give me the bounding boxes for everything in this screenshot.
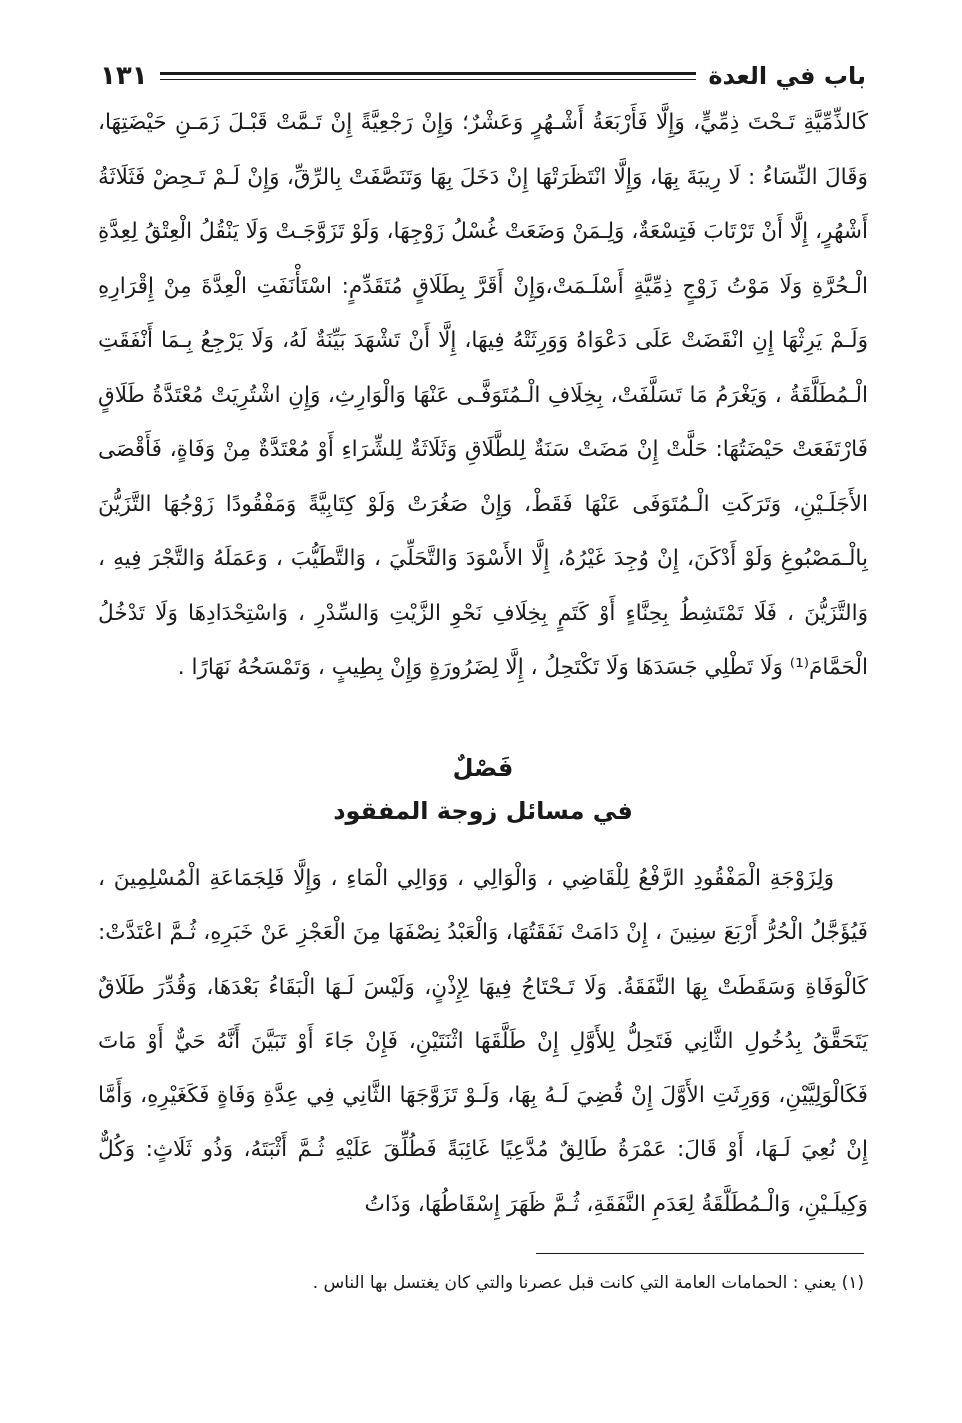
footnote: (١) يعني : الحمامات العامة التي كانت قبل عصرنا والتي كان يغتسل بها الناس . [312,1273,864,1293]
page-number: ١٣١ [100,61,148,91]
footnote-rule [536,1253,864,1254]
running-header [100,56,866,96]
body-paragraph: وَلِزَوْجَةِ الْمَفْقُودِ الرَّفْعُ لِلْقَاضِي ، وَالْوَالِي ، وَوَالِي الْمَاءِ ، وَإِلَّا فَلِجَمَاعَةِ الْمُسْلِمِينَ ، فَيُؤَجَّلُ الْحُرُّ أَرْبَعَ سِنِينَ ، إِنْ دَامَتْ نَفَقَتُهَا، وَالْعَبْدُ نِصْفَهَا مِنَ الْعَجْزِ عَنْ خَبَرِهِ، ثُـمَّ اعْتَدَّتْ: كَالْوَفَاةِ وَسَقَطَتْ بِهَا النَّفَقَةُ. وَلَا تَـحْتَاجُ فِيهَا لِإِذْنٍ، وَلَيْسَ لَـهَا الْبَقَاءُ بَعْدَهَا، وَقُدِّرَ طَلَاقٌ يَتَحَقَّقُ بِدُخُولِ الثَّانِي فَتَحِلُّ لِلأَوَّلِ إِنْ طَلَّقَهَا اثْنَتَيْنِ، فَإِنْ جَاءَ أَوْ تَبَيَّنَ أَنَّهُ حَيٌّ أَوْ مَاتَ فَكَالْوَلِيَّيْنِ، وَوَرِثَتِ الأَوَّلَ إِنْ قُضِيَ لَـهُ بِهَا، وَلَـوْ تَزَوَّجَهَا الثَّانِي فِي عِدَّةِ وَفَاةٍ فَكَغَيْرِهِ، وَأَمَّا إِنْ نُعِيَ لَـهَا، أَوْ قَالَ: عَمْرَةُ طَالِقٌ مُدَّعِيًا غَائِبَةً فَطُلِّقَ عَلَيْهِ ثُـمَّ أَثْبَتَهُ، وَذُو ثَلَاثٍ: وَكُلٌّ وَكِيلَـيْنِ، وَالْـمُطَلَّقَةُ لِعَدَمِ النَّفَقَةِ، ثُـمَّ ظَهَرَ إِسْقَاطُهَا، وَذَاتُ [98,866,868,1217]
section-subheading: في مسائل زوجة المفقود [333,797,633,825]
section-heading: فَصْلٌ [452,754,514,782]
header-rule [160,72,697,80]
chapter-title: باب في العدة [708,62,866,90]
body-paragraph: كَالذِّمِّيَّةِ تَـحْتَ ذِمِّيٍّ، وَإِلَّا فَأَرْبَعَةُ أَشْـهُرٍ وَعَشْرٌ؛ وَإِنْ رَجْعِيَّةً إِنْ تَـمَّتْ قَبْـلَ زَمَـنِ حَيْضَتِهَا، وَقَالَ النِّسَاءُ : لَا رِيبَةَ بِهَا، وَإِلَّا انْتَظَرَتْهَا إِنْ دَخَلَ بِهَا وَتَنَصَّفَتْ بِالرِّقِّ، وَإِنْ لَـمْ تَـحِضْ فَثَلَاثَةُ أَشْهُرٍ، إِلَّا أَنْ تَرْتَابَ فَتِسْعَةٌ، وَلِـمَنْ وَضَعَتْ غُسْلُ زَوْجِهَا، وَلَوْ تَزَوَّجَـتْ وَلَا يَنْقُلُ الْعِتْقُ لِعِدَّةِ الْـحُرَّةِ وَلَا مَوْتُ زَوْجٍ ذِمِّيَّةٍ أَسْلَـمَتْ،وَإِنْ أَقَرَّ بِطَلَاقٍ مُتَقَدِّمٍ: اسْتَأْنَفَتِ الْعِدَّةَ مِنْ إِقْرَارِهِ وَلَـمْ يَرِثْهَا إِنِ انْقَضَتْ عَلَى دَعْوَاهُ وَوَرِثَتْهُ فِيهَا، إِلَّا أَنْ تَشْهَدَ بَيِّنَةٌ لَهُ، وَلَا يَرْجِعُ بِـمَا أَنْفَقَتِ الْـمُطَلَّقَةُ ، وَيَغْرَمُ مَا تَسَلَّفَتْ، بِخِلَافِ الْـمُتَوَفَّـى عَنْهَا وَالْوَارِثِ، وَإِنِ اشْتُرِيَتْ مُعْتَدَّةُ طَلَاقٍ فَارْتَفَعَتْ حَيْضَتُهَا: حَلَّتْ إِنْ مَضَتْ سَنَةٌ لِلطَّلَاقِ وَثَلَاثَةٌ لِلشِّرَاءِ أَوْ مُعْتَدَّةٌ مِنْ وَفَاةٍ، فَأَقْصَى الأَجَلَـيْنِ، وَتَرَكَتِ الْـمُتَوَفَى عَنْهَا فَقَطْ، وَإِنْ صَغُرَتْ وَلَوْ كِتَابِيَّةً وَمَفْقُودًا زَوْجُهَا التَّزَيُّنَ بِالْـمَصْبُوغِ وَلَوْ أَدْكَنَ، إِنْ وُجِدَ غَيْرُهُ، إِلَّا الأَسْوَدَ وَالتَّحَلِّيَ ، وَالتَّطَيُّبَ ، وَعَمَلَهُ وَالتَّجْرَ فِيهِ ، وَالتَّزَيُّنَ ، فَلَا تَمْتَشِطُ بِحِنَّاءٍ أَوْ كَتَمٍ بِخِلَافِ نَحْوِ الزَّيْتِ وَالسِّدْرِ ، وَاسْتِحْدَادِهَا وَلَا تَدْخُلُ الْحَمَّامَ⁽¹⁾ وَلَا تَطْلِي جَسَدَهَا وَلَا تَكْتَحِلُ ، إِلَّا لِضَرُورَةٍ وَإِنْ بِطِيبٍ ، وَتَمْسَحُهُ نَهَارًا . [98,110,868,680]
